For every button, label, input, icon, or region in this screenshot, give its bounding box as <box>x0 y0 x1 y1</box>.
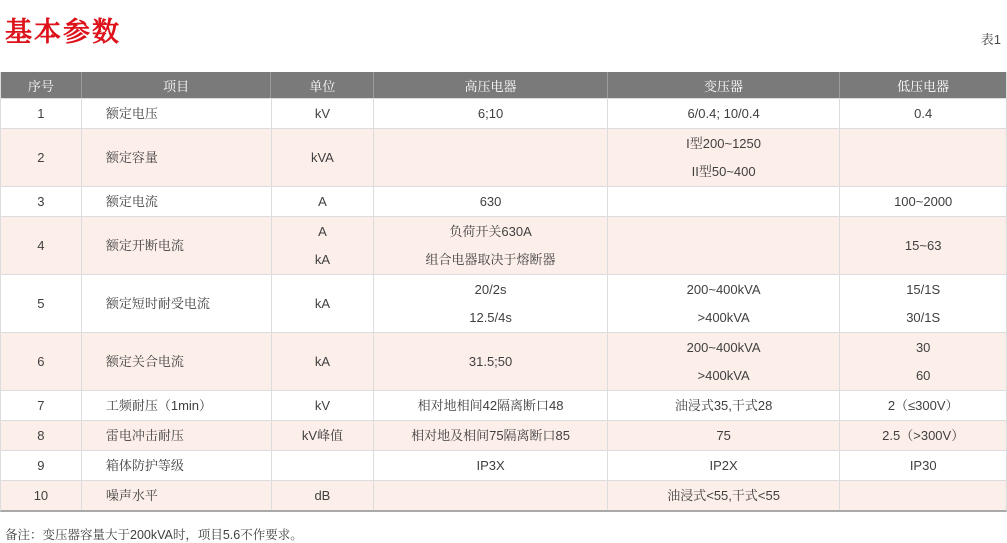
table-cell <box>81 333 271 390</box>
table-cell <box>81 187 271 216</box>
cell-text: 15~63 <box>904 237 942 253</box>
cell-text: 油浸式35,干式28 <box>674 397 773 413</box>
cell-text: IP3X <box>476 457 505 473</box>
cell-text: 工频耐压（1min） <box>105 397 213 413</box>
table-cell <box>373 391 607 420</box>
table-cell <box>607 333 840 390</box>
cell-text: dB <box>314 487 331 503</box>
table-cell <box>1 451 81 480</box>
column-header-6: 低压电器 <box>839 72 1006 98</box>
cell-text: 15/1S <box>906 281 941 297</box>
table-cell <box>271 333 374 390</box>
table-cell <box>607 99 840 128</box>
cell-text: 额定开断电流 <box>105 237 184 253</box>
cell-text: 额定电压 <box>105 105 158 121</box>
cell-text: 噪声水平 <box>105 487 158 503</box>
table-cell <box>607 187 840 216</box>
table-cell <box>373 129 607 186</box>
cell-text: 10 <box>33 487 49 503</box>
cell-text: IP30 <box>909 457 937 473</box>
basic-parameters-table <box>0 72 1007 512</box>
table-cell <box>271 391 374 420</box>
table-cell <box>839 187 1006 216</box>
cell-text: 额定短时耐受电流 <box>105 295 210 311</box>
cell-text: 负荷开关630A <box>449 223 532 239</box>
cell-text: 4 <box>37 237 45 253</box>
cell-text: 100~2000 <box>894 193 953 209</box>
table-cell <box>373 187 607 216</box>
cell-text: 75 <box>716 427 731 443</box>
table-cell <box>1 421 81 450</box>
cell-text: 8 <box>37 427 45 443</box>
table-cell <box>839 275 1006 332</box>
table-cell <box>1 217 81 274</box>
column-header-4: 高压电器 <box>373 72 607 98</box>
table-row-1 <box>1 98 1006 128</box>
table-cell <box>81 421 271 450</box>
cell-text: 额定电流 <box>105 193 158 209</box>
table-row-3 <box>1 186 1006 216</box>
cell-text: A <box>318 193 327 209</box>
table-cell <box>607 421 840 450</box>
cell-text: 30/1S <box>906 309 941 325</box>
table-cell <box>839 129 1006 186</box>
cell-text: I型200~1250 <box>686 135 761 151</box>
cell-text: kVA <box>310 149 334 165</box>
cell-text: kA <box>314 251 330 267</box>
cell-text: 6 <box>37 353 45 369</box>
table-row-6 <box>1 332 1006 390</box>
cell-text: 20/2s <box>474 281 507 297</box>
cell-text: kV <box>314 105 330 121</box>
table-cell <box>607 451 840 480</box>
table-cell <box>81 451 271 480</box>
cell-text: 油浸式<55,干式<55 <box>667 487 780 503</box>
cell-text: 7 <box>37 397 45 413</box>
table-cell <box>839 451 1006 480</box>
table-cell <box>1 391 81 420</box>
table-row-9 <box>1 450 1006 480</box>
table-row-2 <box>1 128 1006 186</box>
cell-text: kV峰值 <box>301 427 343 443</box>
column-header-1: 序号 <box>27 78 54 94</box>
table-cell <box>271 129 374 186</box>
cell-text: 1 <box>37 105 45 121</box>
table-cell <box>271 99 374 128</box>
cell-text: 12.5/4s <box>469 309 512 325</box>
cell-text: 2.5（>300V） <box>882 427 965 443</box>
table-cell <box>839 421 1006 450</box>
table-cell <box>81 481 271 510</box>
table-cell <box>1 275 81 332</box>
cell-text: 雷电冲击耐压 <box>105 427 184 443</box>
table-cell <box>839 99 1006 128</box>
table-cell <box>81 99 271 128</box>
page-title: 基本参数 <box>5 17 121 47</box>
cell-text: 60 <box>915 367 931 383</box>
table-cell <box>607 217 840 274</box>
cell-text: 9 <box>37 457 45 473</box>
cell-text: 30 <box>915 339 931 355</box>
table-cell <box>81 391 271 420</box>
cell-text: >400kVA <box>697 309 750 325</box>
cell-text: A <box>318 223 327 239</box>
table-cell <box>1 481 81 510</box>
cell-text: 630 <box>479 193 502 209</box>
table-row-5 <box>1 274 1006 332</box>
cell-text: 箱体防护等级 <box>105 457 184 473</box>
table-cell <box>1 187 81 216</box>
cell-text: kV <box>314 397 330 413</box>
cell-text: II型50~400 <box>691 163 756 179</box>
table-row-8 <box>1 420 1006 450</box>
table-cell <box>607 481 840 510</box>
cell-text: 200~400kVA <box>686 339 761 355</box>
cell-text: 额定关合电流 <box>105 353 184 369</box>
cell-text: 5 <box>37 295 45 311</box>
cell-text: 6;10 <box>477 105 504 121</box>
cell-text: >400kVA <box>697 367 750 383</box>
table-cell <box>1 99 81 128</box>
cell-text: 相对地相间42隔离断口48 <box>417 397 564 413</box>
table-cell <box>373 99 607 128</box>
table-cell <box>81 217 271 274</box>
table-cell <box>1 129 81 186</box>
table-cell <box>607 129 840 186</box>
cell-text: 200~400kVA <box>686 281 761 297</box>
table-cell <box>271 217 374 274</box>
table-cell <box>81 129 271 186</box>
cell-text: 3 <box>37 193 45 209</box>
table-row-10 <box>1 480 1006 510</box>
table-cell <box>839 217 1006 274</box>
table-row-7 <box>1 390 1006 420</box>
cell-text: 6/0.4; 10/0.4 <box>687 105 760 121</box>
table-cell <box>81 275 271 332</box>
table-cell <box>839 481 1006 510</box>
cell-text: 相对地及相间75隔离断口85 <box>411 427 571 443</box>
table-cell <box>271 187 374 216</box>
table-number-label: 表1 <box>980 32 1001 47</box>
table-cell <box>373 451 607 480</box>
column-header-5: 变压器 <box>607 72 840 98</box>
cell-text: kA <box>314 295 330 311</box>
table-cell <box>839 391 1006 420</box>
page-header <box>0 0 1007 49</box>
table-body <box>1 98 1006 510</box>
cell-text: 31.5;50 <box>468 353 513 369</box>
cell-text: IP2X <box>709 457 738 473</box>
table-row-4 <box>1 216 1006 274</box>
table-cell <box>373 421 607 450</box>
table-cell <box>271 481 374 510</box>
table-cell <box>373 481 607 510</box>
cell-text: 组合电器取决于熔断器 <box>425 251 556 267</box>
column-header-3: 单位 <box>270 72 373 98</box>
cell-text: 2（≤300V） <box>887 397 959 413</box>
table-cell <box>271 451 374 480</box>
table-cell <box>271 421 374 450</box>
table-cell <box>1 333 81 390</box>
table-cell <box>271 275 374 332</box>
column-header-2: 项目 <box>81 72 271 98</box>
cell-text: kA <box>314 353 330 369</box>
table-cell <box>607 275 840 332</box>
table-cell <box>373 217 607 274</box>
cell-text: 2 <box>37 149 45 165</box>
cell-text: 额定容量 <box>105 149 158 165</box>
cell-text: 0.4 <box>914 105 933 121</box>
table-footnote: 备注：变压器容量大于200kVA时，项目5.6不作要求。 <box>5 528 303 542</box>
table-cell <box>373 333 607 390</box>
table-cell <box>607 391 840 420</box>
table-cell <box>839 333 1006 390</box>
table-cell <box>373 275 607 332</box>
table-header-row <box>1 72 1006 98</box>
